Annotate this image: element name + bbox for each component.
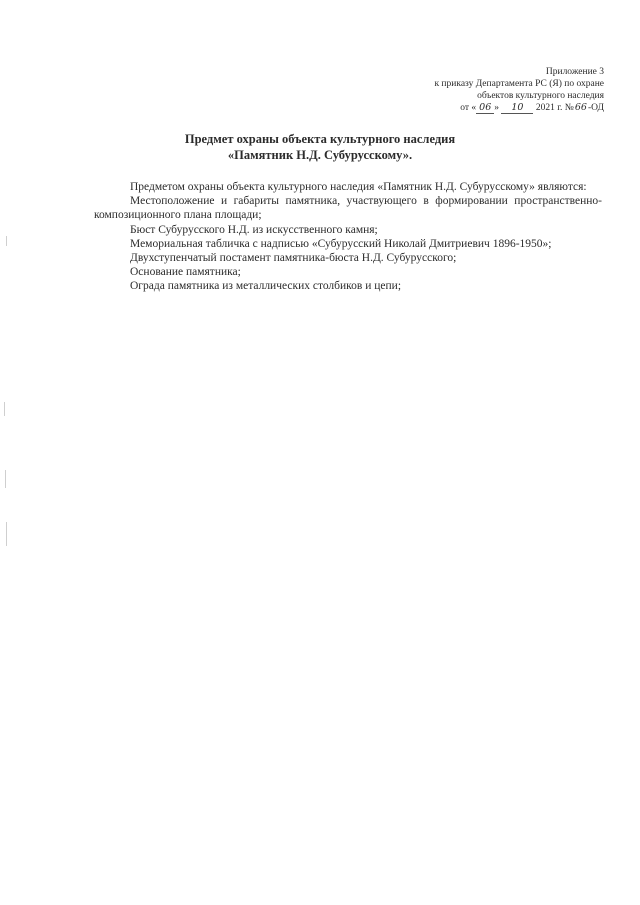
annex-header bbox=[434, 66, 604, 114]
handwritten-day: 06 bbox=[476, 102, 494, 114]
annex-order-ref: к приказу Департамента РС (Я) по охране bbox=[434, 79, 604, 89]
document-title bbox=[0, 131, 640, 163]
scan-artifact bbox=[5, 470, 6, 488]
annex-order-dept: объектов культурного наследия bbox=[477, 91, 604, 101]
list-item: Двухступенчатый постамент памятника-бюста Н.Д. Субурусского; bbox=[130, 252, 457, 265]
annex-label: Приложение 3 bbox=[545, 67, 604, 77]
title-line-2: «Памятник Н.Д. Субурусскому». bbox=[227, 148, 413, 162]
annex-date-line: от « 06 » 10 2021 г. №66-ОД bbox=[460, 102, 604, 113]
list-item: Основание памятника; bbox=[130, 266, 241, 279]
list-item: Местоположение и габариты памятника, участвующего в формировании пространственно-композиционного плана площади; bbox=[94, 195, 602, 222]
document-body bbox=[94, 180, 602, 294]
scan-artifact bbox=[6, 236, 7, 246]
list-item: Ограда памятника из металлических столбиков и цепи; bbox=[130, 280, 402, 293]
scan-artifact bbox=[4, 402, 5, 416]
list-item: Мемориальная табличка с надписью «Субурусский Николай Дмитриевич 1896-1950»; bbox=[130, 237, 552, 250]
handwritten-month: 10 bbox=[501, 102, 533, 114]
list-item: Бюст Субурусского Н.Д. из искусственного камня; bbox=[130, 223, 378, 236]
intro-paragraph: Предметом охраны объекта культурного наследия «Памятник Н.Д. Субурусскому» являются: bbox=[130, 181, 587, 193]
scan-artifact bbox=[6, 522, 7, 546]
handwritten-number: 66 bbox=[574, 102, 587, 113]
title-line-1: Предмет охраны объекта культурного наследия bbox=[184, 132, 456, 146]
